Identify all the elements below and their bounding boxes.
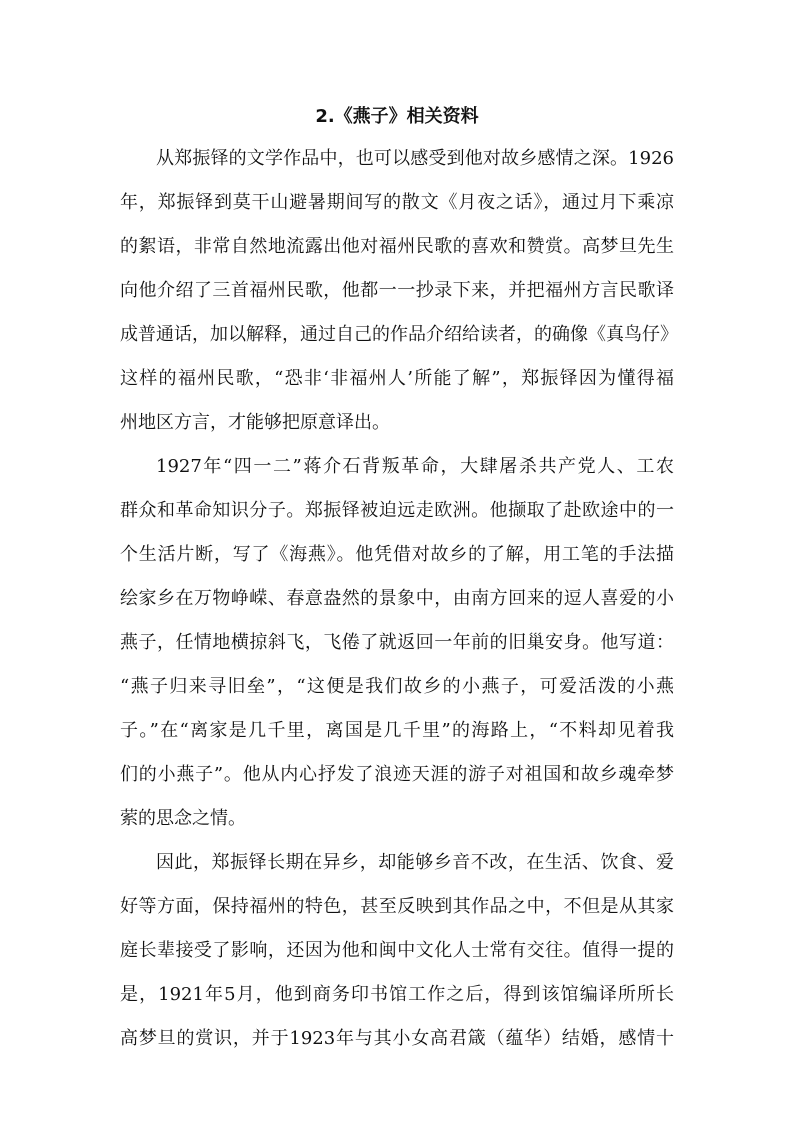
paragraph-line: 这样的福州民歌，“恐非‘非福州人’所能了解”，郑振铎因为懂得福 bbox=[120, 368, 674, 389]
paragraph-line: 庭长辈接受了影响，还因为他和闽中文化人士常有交往。值得一提的 bbox=[120, 940, 674, 961]
paragraph-line: 向他介绍了三首福州民歌，他都一一抄录下来，并把福州方言民歌译 bbox=[120, 280, 674, 301]
paragraph-line: 萦的思念之情。 bbox=[120, 808, 246, 829]
document-title: 2.《燕子》相关资料 bbox=[315, 106, 479, 127]
paragraph-line: 州地区方言，才能够把原意译出。 bbox=[120, 412, 390, 433]
paragraph-line: “燕子归来寻旧垒”，“这便是我们故乡的小燕子，可爱活泼的小燕 bbox=[120, 676, 674, 697]
paragraph-line: 绘家乡在万物峥嵘、春意盎然的景象中，由南方回来的逗人喜爱的小 bbox=[120, 588, 674, 609]
paragraph-line: 群众和革命知识分子。郑振铎被迫远走欧洲。他撷取了赴欧途中的一 bbox=[120, 500, 674, 521]
paragraph-line: 的絮语，非常自然地流露出他对福州民歌的喜欢和赞赏。高梦旦先生 bbox=[120, 236, 674, 257]
paragraph-line: 们的小燕子”。他从内心抒发了浪迹天涯的游子对祖国和故乡魂牵梦 bbox=[120, 764, 674, 785]
paragraph-line: 高梦旦的赏识，并于1923年与其小女高君箴（蕴华）结婚，感情十 bbox=[120, 1028, 674, 1049]
paragraph-line: 是，1921年5月，他到商务印书馆工作之后，得到该馆编译所所长 bbox=[120, 984, 674, 1005]
paragraph-line: 个生活片断，写了《海燕》。他凭借对故乡的了解，用工笔的手法描 bbox=[120, 544, 674, 565]
paragraph-line: 子。”在“离家是几千里，离国是几千里”的海路上，“不料却见着我 bbox=[120, 720, 674, 741]
paragraph-line: 1927年“四一二”蒋介石背叛革命，大肆屠杀共产党人、工农 bbox=[156, 456, 674, 477]
paragraph-line: 年，郑振铎到莫干山避暑期间写的散文《月夜之话》，通过月下乘凉 bbox=[120, 192, 674, 213]
paragraph-line: 从郑振铎的文学作品中，也可以感受到他对故乡感情之深。1926 bbox=[156, 148, 674, 169]
paragraph-line: 好等方面，保持福州的特色，甚至反映到其作品之中，不但是从其家 bbox=[120, 896, 674, 917]
paragraph-line: 成普通话，加以解释，通过自己的作品介绍给读者，的确像《真鸟仔》 bbox=[120, 324, 678, 345]
paragraph-line: 燕子，任情地横掠斜飞，飞倦了就返回一年前的旧巢安身。他写道： bbox=[120, 632, 674, 653]
paragraph-line: 因此，郑振铎长期在异乡，却能够乡音不改，在生活、饮食、爱 bbox=[156, 852, 674, 873]
